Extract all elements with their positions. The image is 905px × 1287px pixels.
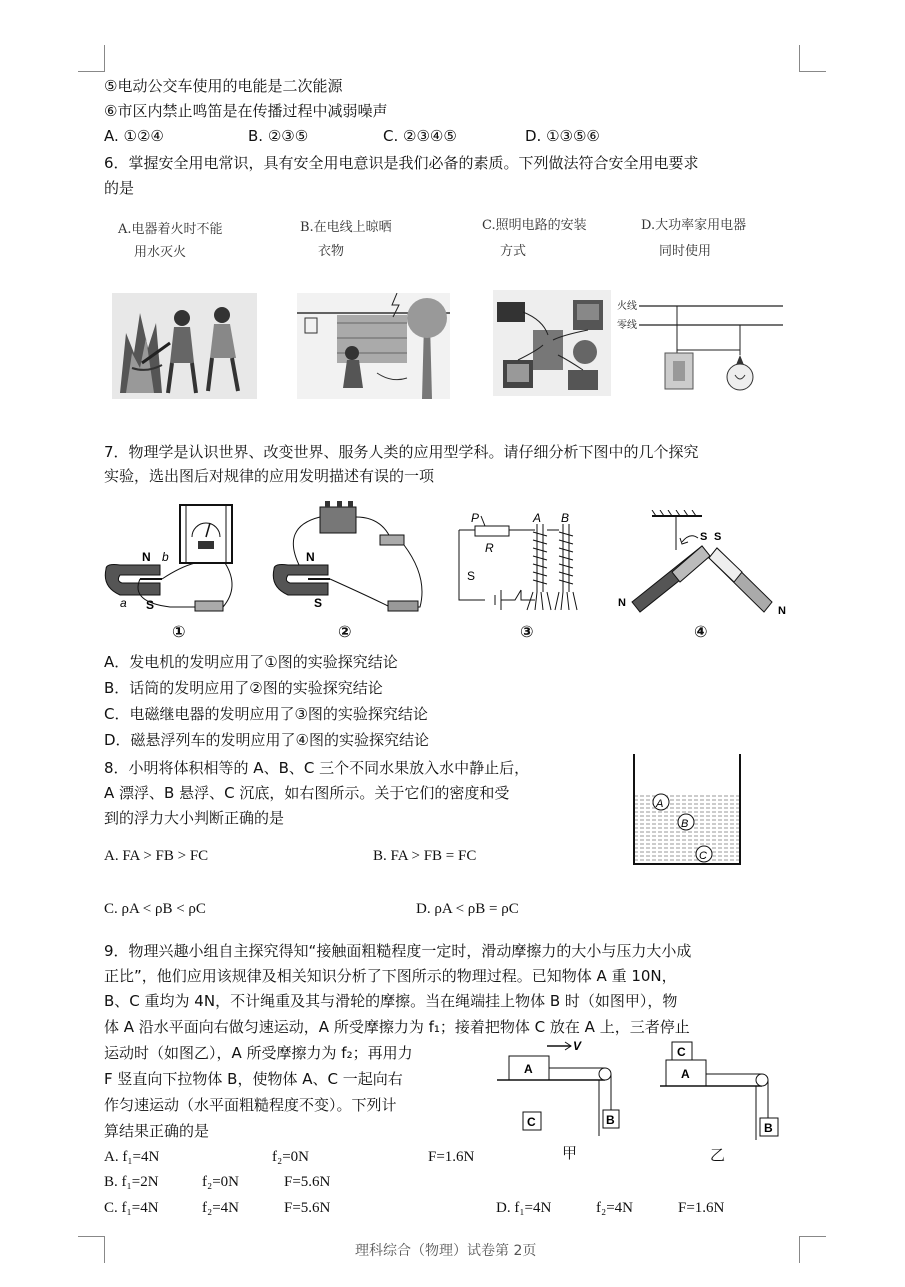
q9-stem-line-7: 作匀速运动（水平面粗糙程度不变）。下列计 [104,1096,397,1114]
q9-option-c-f: F=5.6N [284,1200,331,1216]
q6-figure-d-circuit [615,295,785,398]
magnet-s-label: S [714,531,722,543]
magnet-s-label: S [146,598,155,612]
magnet-n-label: N [618,597,626,609]
q8-stem-line-1: 8．小明将体积相等的 A、B、C 三个不同水果放入水中静止后， [104,759,530,777]
q9-stem-line-8: 算结果正确的是 [104,1122,210,1140]
coil-b-label: B [561,511,570,525]
q9-option-d-f: F=1.6N [678,1200,725,1216]
crop-mark [104,45,105,72]
q9-stem-line-3: B、C 重均为 4N，不计绳重及其与滑轮的摩擦。当在绳端挂上物体 B 时（如图甲），物 [104,992,678,1010]
q5-option-c: C. ②③④⑤ [383,127,457,145]
q7-figure-3-number: ③ [520,622,534,641]
block-a-label: A [681,1067,690,1081]
q5-option-a: A. ①②④ [104,127,164,145]
q9-figure-yi [660,1040,785,1145]
crop-mark [799,45,800,72]
neutral-wire-label: 零线 [617,320,637,331]
fruit-b-label: B [681,818,689,830]
rheostat-r-label: R [485,541,494,555]
statement-6: ⑥市区内禁止鸣笛是在传播过程中减弱噪声 [104,102,388,120]
magnet-n-label: N [306,550,315,564]
q5-option-b: B. ②③⑤ [248,127,309,145]
statement-5: ⑤电动公交车使用的电能是二次能源 [104,77,343,95]
block-b-label: B [764,1121,773,1135]
q9-figure-jia [495,1038,625,1138]
q6-caption-d-1: D.大功率家用电器 [641,218,747,233]
wire-a-label: a [120,596,127,610]
velocity-label: V [573,1039,582,1053]
q7-option-c: C．电磁继电器的发明应用了③图的实验探究结论 [104,705,428,723]
q9-option-a-f: F=1.6N [428,1149,475,1165]
q7-figure-2-motor [270,497,430,622]
q7-figure-3-electromagnet [455,510,585,620]
q6-stem-line-1: 6．掌握安全用电常识，具有安全用电意识是我们必备的素质。下列做法符合安全用电要求 [104,154,699,172]
q8-beaker-figure [628,750,758,870]
live-wire-label: 火线 [617,301,637,312]
q9-stem-line-1: 9．物理兴趣小组自主探究得知“接触面粗糙程度一定时，滑动摩擦力的大小与压力大小成 [104,942,692,960]
block-c-label: C [527,1115,536,1129]
crop-mark [799,1236,826,1237]
q6-caption-d-2: 同时使用 [659,244,712,259]
q8-option-a: A. FA > FB > FC [104,848,209,864]
q9-figure-yi-label: 乙 [710,1146,726,1164]
q6-stem-line-2: 的是 [104,179,135,197]
q7-figure-4-number: ④ [694,622,708,641]
q6-caption-a-1: A.电器着火时不能 [118,222,223,237]
q6-figure-c-appliances [493,290,611,396]
q7-option-b: B．话筒的发明应用了②图的实验探究结论 [104,679,383,697]
q6-caption-c-1: C.照明电路的安装 [482,218,587,233]
crop-mark [78,71,105,72]
magnet-s-label: S [700,531,708,543]
q7-figure-2-number: ② [338,622,352,641]
q7-stem-line-2: 实验，选出图后对规律的应用发明描述有误的一项 [104,467,435,485]
q7-option-d: D．磁悬浮列车的发明应用了④图的实验探究结论 [104,731,429,749]
q9-option-c-f1: C. f₁=4N [104,1200,159,1216]
rheostat-p-label: P [471,511,480,525]
q7-stem-line-1: 7．物理学是认识世界、改变世界、服务人类的应用型学科。请仔细分析下图中的几个探究 [104,443,699,461]
q6-caption-b-1: B.在电线上晾晒 [300,220,392,235]
block-c-label: C [677,1045,686,1059]
q8-option-c: C. ρA < ρB < ρC [104,901,206,917]
wire-b-label: b [162,550,169,564]
fruit-c-label: C [699,850,707,862]
q7-option-a: A．发电机的发明应用了①图的实验探究结论 [104,653,398,671]
crop-mark [799,71,826,72]
q9-option-b-f: F=5.6N [284,1174,331,1190]
page-footer: 理科综合（物理）试卷第 2页 [355,1243,537,1259]
q6-caption-c-2: 方式 [500,244,527,259]
q8-option-d: D. ρA < ρB = ρC [416,901,519,917]
q8-option-b: B. FA > FB = FC [373,848,477,864]
crop-mark [799,1236,800,1263]
q9-stem-line-4: 体 A 沿水平面向右做匀速运动，A 所受摩擦力为 f₁；接着把物体 C 放在 A 上，三者停止 [104,1018,690,1036]
q9-stem-line-6: F 竖直向下拉物体 B，使物体 A、C 一起向右 [104,1070,403,1088]
magnet-n-label: N [778,605,786,617]
magnet-n-label: N [142,550,151,564]
q8-stem-line-3: 到的浮力大小判断正确的是 [104,809,285,827]
magnet-s-label: S [314,596,323,610]
q9-stem-line-2: 正比”，他们应用该规律及相关知识分析了下图所示的物理过程。已知物体 A 重 10N， [104,967,677,985]
q9-option-b-f1: B. f₁=2N [104,1174,159,1190]
q9-option-a-f1: A. f₁=4N [104,1149,160,1165]
q9-option-d-f2: f₂=4N [596,1200,634,1216]
q6-caption-b-2: 衣物 [318,244,345,259]
switch-s-label: S [467,569,476,583]
q7-figure-4-magnets [612,510,792,620]
fruit-a-label: A [656,798,664,810]
q9-option-a-f2: f₂=0N [272,1149,310,1165]
q9-option-d-f1: D. f₁=4N [496,1200,552,1216]
q9-option-c-f2: f₂=4N [202,1200,240,1216]
q7-figure-1-number: ① [172,622,186,641]
q9-stem-line-5: 运动时（如图乙），A 所受摩擦力为 f₂；再用力 [104,1044,413,1062]
q9-option-b-f2: f₂=0N [202,1174,240,1190]
q8-stem-line-2: A 漂浮、B 悬浮、C 沉底，如右图所示。关于它们的密度和受 [104,784,510,802]
q9-figure-jia-label: 甲 [562,1144,578,1162]
crop-mark [104,1236,105,1263]
coil-a-label: A [533,511,542,525]
q7-figure-1-generator [100,497,245,622]
block-b-label: B [606,1113,615,1127]
q6-caption-a-2: 用水灭火 [134,245,187,260]
crop-mark [78,1236,105,1237]
block-a-label: A [524,1062,533,1076]
q6-figure-b-clothes [297,293,450,399]
q6-figure-a-fire [112,293,257,399]
q5-option-d: D. ①③⑤⑥ [525,127,600,145]
